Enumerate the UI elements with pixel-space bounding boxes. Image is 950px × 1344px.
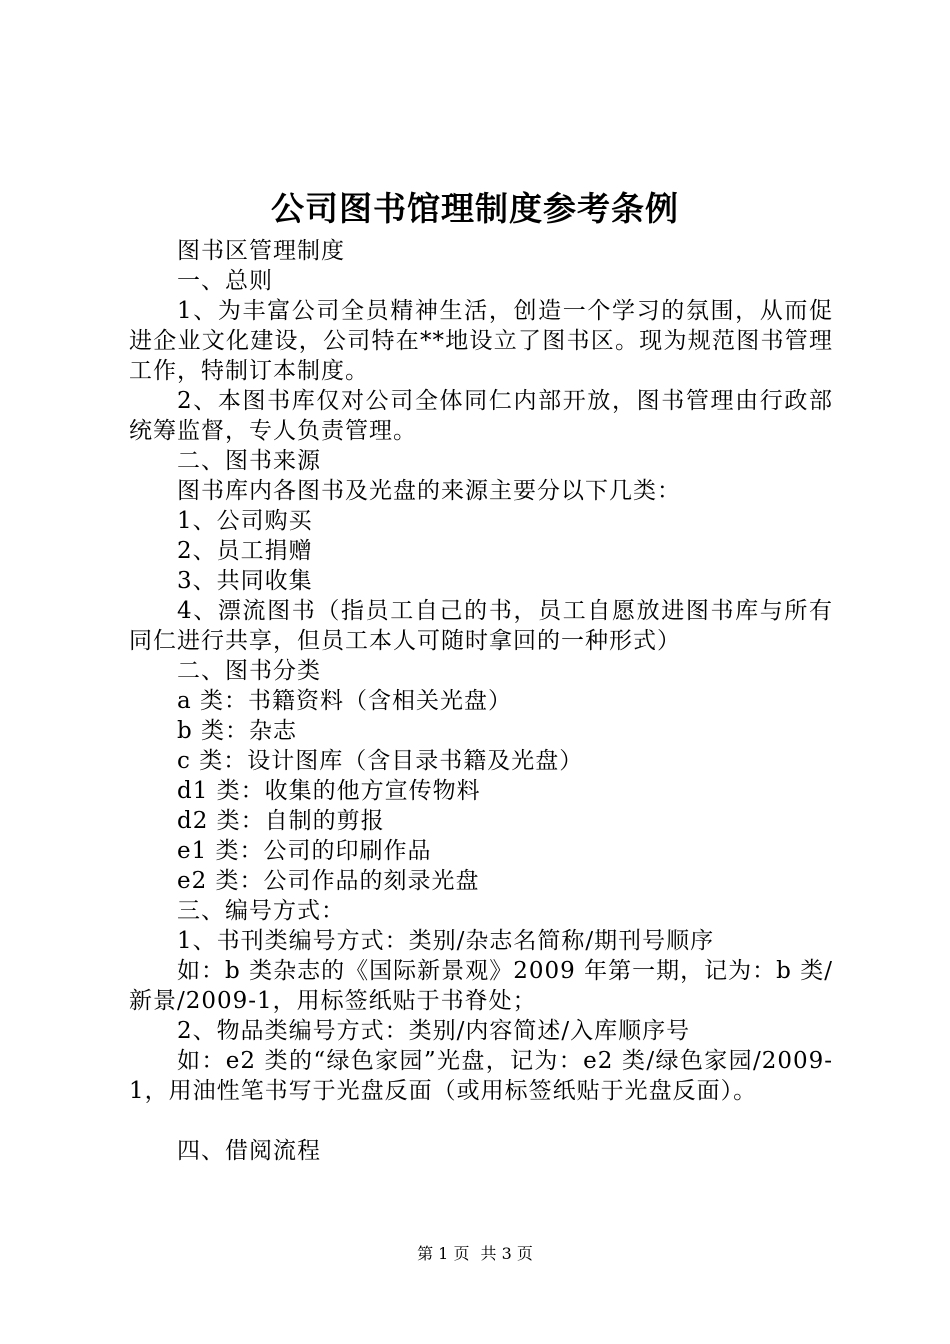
list-item-class-c: c 类：设计图库（含目录书籍及光盘） <box>177 748 584 774</box>
list-item-class-b: b 类：杂志 <box>177 718 298 744</box>
paragraph-numbering-example-2: 如：e2 类的“绿色家园”光盘，记为：e2 类/绿色家园/2009-1，用油性笔书写于光盘反面（或用标签纸贴于光盘反面）。 <box>129 1048 833 1104</box>
paragraph-numbering-2: 2、物品类编号方式：类别/内容简述/入库顺序号 <box>177 1018 691 1044</box>
paragraph-sources-heading: 二、图书来源 <box>177 448 321 474</box>
list-item-class-a: a 类：书籍资料（含相关光盘） <box>177 688 513 714</box>
paragraph-section-heading: 图书区管理制度 <box>177 238 345 264</box>
page-number: 第 1 页 <box>417 1244 470 1263</box>
paragraph-general-1: 1、为丰富公司全员精神生活，创造一个学习的氛围，从而促进企业文化建设，公司特在**地设立了图书区。现为规范图书管理工作，特制订本制度。 <box>129 298 833 384</box>
paragraph-general-2: 2、本图书库仅对公司全体同仁内部开放，图书管理由行政部统筹监督，专人负责管理。 <box>129 388 833 444</box>
list-item-class-e2: e2 类：公司作品的刻录光盘 <box>177 868 480 894</box>
document-title: 公司图书馆理制度参考条例 <box>271 189 679 228</box>
list-item-source-4: 4、漂流图书（指员工自己的书，员工自愿放进图书库与所有同仁进行共享，但员工本人可随时拿回的一种形式） <box>129 598 833 654</box>
list-item-source-3: 3、共同收集 <box>177 568 313 594</box>
page-footer <box>0 1243 950 1265</box>
paragraph-numbering-example-1: 如：b 类杂志的《国际新景观》2009 年第一期，记为：b 类/新景/2009-1，用标签纸贴于书脊处； <box>129 958 833 1014</box>
list-item-source-1: 1、公司购买 <box>177 508 313 534</box>
paragraph-sources-intro: 图书库内各图书及光盘的来源主要分以下几类： <box>177 478 681 504</box>
list-item-class-e1: e1 类：公司的印刷作品 <box>177 838 432 864</box>
list-item-source-2: 2、员工捐赠 <box>177 538 313 564</box>
paragraph-classification-heading: 二、图书分类 <box>177 658 321 684</box>
paragraph-numbering-1: 1、书刊类编号方式：类别/杂志名简称/期刊号顺序 <box>177 928 715 954</box>
page-total: 共 3 页 <box>480 1244 533 1263</box>
list-item-class-d1: d1 类：收集的他方宣传物料 <box>177 778 481 804</box>
paragraph-general-heading: 一、总则 <box>177 268 273 294</box>
paragraph-numbering-heading: 三、编号方式： <box>177 898 345 924</box>
list-item-class-d2: d2 类：自制的剪报 <box>177 808 385 834</box>
paragraph-borrowing-heading: 四、借阅流程 <box>177 1138 321 1164</box>
document-body <box>129 236 833 1166</box>
